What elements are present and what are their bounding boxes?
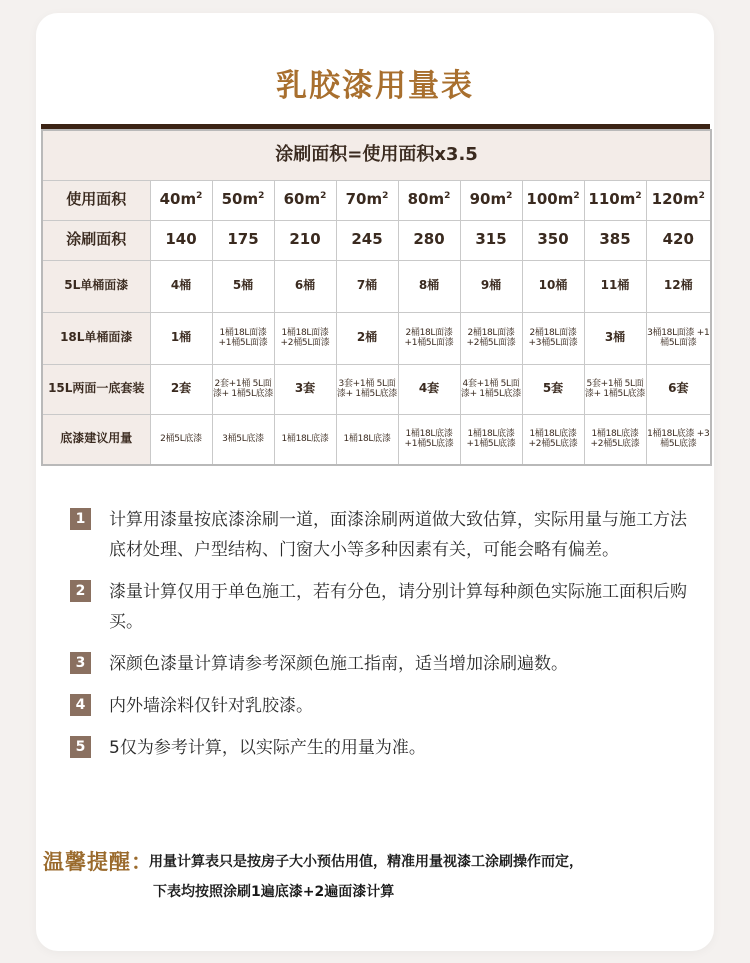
cell-set15l: [646, 364, 711, 414]
cell-area: [460, 180, 522, 220]
area-unit-sup: 2: [382, 191, 389, 202]
row-primer: [42, 414, 711, 465]
cell-primer: [646, 414, 711, 465]
area-unit-sup: 2: [506, 191, 513, 202]
cell-area: [646, 180, 711, 220]
cell-primer: [212, 414, 274, 465]
cell-single5l: [460, 260, 522, 312]
row-label-single18l: 18L单桶面漆: [42, 312, 150, 364]
cell-brush: [212, 220, 274, 260]
cell-text: 2套+1桶 5L面漆+ 1桶5L底漆: [212, 378, 274, 399]
cell-brush: [460, 220, 522, 260]
note-item: [70, 505, 710, 565]
note-text: 计算用漆量按底漆涂刷一道，面漆涂刷两道做大致估算，实际用量与施工方法底材处理、户型结构、门窗大小等多种因素有关，可能会略有偏差。: [109, 510, 687, 560]
cell-single5l: [398, 260, 460, 312]
row-label-primer: 底漆建议用量: [42, 414, 150, 465]
area-unit-sup: 2: [635, 191, 642, 202]
cell-text: 11桶: [600, 278, 630, 293]
cell-text: 1桶18L面漆 +2桶5L面漆: [280, 327, 330, 348]
cell-text: 350: [537, 230, 569, 249]
cell-text: 2桶5L底漆: [160, 434, 202, 445]
cell-text: 2桶: [356, 330, 378, 345]
cell-set15l: [584, 364, 646, 414]
row-label-area: 使用面积: [42, 180, 150, 220]
cell-text: 420: [662, 230, 694, 249]
cell-area: [584, 180, 646, 220]
cell-single18l: [522, 312, 584, 364]
cell-text: 5套: [542, 381, 564, 396]
cell-set15l: [274, 364, 336, 414]
area-unit-sup: 2: [258, 191, 265, 202]
cell-text: 3桶18L面漆 +1桶5L面漆: [647, 327, 710, 348]
cell-area: [522, 180, 584, 220]
note-text: 内外墙涂料仅针对乳胶漆。: [109, 696, 313, 716]
cell-single5l: [646, 260, 711, 312]
notes-list: [70, 505, 710, 775]
cell-primer: [460, 414, 522, 465]
area-value: 110m: [588, 190, 636, 209]
cell-single18l: [398, 312, 460, 364]
cell-primer: [584, 414, 646, 465]
note-number: 5: [70, 736, 91, 758]
area-value: 50m: [221, 190, 259, 209]
area-value: 120m: [651, 190, 699, 209]
cell-brush: [398, 220, 460, 260]
note-number: 4: [70, 694, 91, 716]
page-title: 乳胶漆用量表: [276, 68, 474, 104]
note-text: 漆量计算仅用于单色施工，若有分色，请分别计算每种颜色实际施工面积后购买。: [109, 582, 687, 632]
usage-table: [41, 129, 712, 466]
cell-text: 3桶: [604, 330, 626, 345]
area-value: 80m: [407, 190, 445, 209]
cell-text: 1桶18L底漆 +1桶5L底漆: [404, 428, 454, 450]
area-unit-sup: 2: [196, 191, 203, 202]
cell-brush: [150, 220, 212, 260]
cell-single5l: [274, 260, 336, 312]
cell-brush: [274, 220, 336, 260]
note-text: 5仅为参考计算，以实际产生的用量为准。: [109, 738, 426, 758]
cell-single5l: [212, 260, 274, 312]
area-unit-sup: 2: [444, 191, 451, 202]
cell-set15l: [336, 364, 398, 414]
cell-brush: [522, 220, 584, 260]
cell-text: 10桶: [538, 278, 568, 293]
row-label-single5l: 5L单桶面漆: [42, 260, 150, 312]
cell-area: [212, 180, 274, 220]
cell-set15l: [212, 364, 274, 414]
cell-text: 12桶: [663, 278, 693, 293]
cell-single18l: [150, 312, 212, 364]
area-unit-sup: 2: [573, 191, 580, 202]
cell-text: 6套: [668, 381, 689, 396]
cell-area: [274, 180, 336, 220]
cell-single5l: [584, 260, 646, 312]
cell-text: 315: [475, 230, 507, 249]
cell-area: [398, 180, 460, 220]
cell-text: 1桶18L底漆: [343, 434, 391, 445]
cell-set15l: [150, 364, 212, 414]
cell-text: 6桶: [294, 278, 316, 293]
cell-set15l: [522, 364, 584, 414]
cell-text: 385: [599, 230, 631, 249]
cell-text: 3套+1桶 5L面漆+ 1桶5L底漆: [336, 378, 398, 399]
row-area: [42, 180, 711, 220]
cell-set15l: [398, 364, 460, 414]
row-label-set15l: 15L两面一底套装: [42, 364, 150, 414]
cell-text: 2桶18L面漆 +1桶5L面漆: [404, 327, 454, 348]
cell-text: 245: [351, 230, 383, 249]
cell-single18l: [212, 312, 274, 364]
cell-text: 3套: [294, 381, 316, 396]
cell-primer: [522, 414, 584, 465]
cell-text: 1桶18L底漆: [281, 434, 329, 445]
area-value: 90m: [469, 190, 507, 209]
cell-text: 1桶: [170, 330, 192, 345]
cell-text: 1桶18L底漆 +2桶5L底漆: [590, 428, 640, 450]
area-value: 60m: [283, 190, 321, 209]
cell-single18l: [646, 312, 711, 364]
cell-text: 1桶18L面漆 +1桶5L面漆: [218, 327, 268, 348]
cell-text: 5套+1桶 5L面漆+ 1桶5L底漆: [584, 378, 646, 399]
cell-primer: [150, 414, 212, 465]
row-brush: [42, 220, 711, 260]
cell-text: 9桶: [480, 278, 502, 293]
row-18l: [42, 312, 711, 364]
cell-text: 1桶18L底漆 +1桶5L底漆: [466, 428, 516, 450]
note-number: 1: [70, 508, 91, 530]
cell-text: 1桶18L底漆 +2桶5L底漆: [528, 428, 578, 450]
cell-set15l: [460, 364, 522, 414]
area-unit-sup: 2: [320, 191, 327, 202]
cell-single18l: [584, 312, 646, 364]
cell-single18l: [274, 312, 336, 364]
cell-brush: [336, 220, 398, 260]
note-item: [70, 577, 710, 637]
cell-text: 7桶: [356, 278, 378, 293]
cell-single5l: [522, 260, 584, 312]
area-value: 70m: [345, 190, 383, 209]
tip-label: 温馨提醒：: [43, 850, 153, 874]
cell-single18l: [460, 312, 522, 364]
area-unit-sup: 2: [698, 191, 705, 202]
cell-brush: [646, 220, 711, 260]
cell-text: 5桶: [232, 278, 254, 293]
cell-text: 4套+1桶 5L面漆+ 1桶5L底漆: [460, 378, 522, 399]
cell-area: [150, 180, 212, 220]
cell-primer: [336, 414, 398, 465]
cell-text: 4套: [418, 381, 440, 396]
cell-area: [336, 180, 398, 220]
cell-brush: [584, 220, 646, 260]
tip-line-1: 用量计算表只是按房子大小预估用值，精准用量视漆工涂刷操作而定，: [149, 854, 583, 870]
row-5l: [42, 260, 711, 312]
cell-text: 280: [413, 230, 445, 249]
cell-single5l: [150, 260, 212, 312]
cell-text: 2套: [170, 381, 192, 396]
cell-primer: [274, 414, 336, 465]
cell-single18l: [336, 312, 398, 364]
cell-text: 175: [227, 230, 259, 249]
cell-single5l: [336, 260, 398, 312]
cell-text: 2桶18L面漆 +3桶5L面漆: [528, 327, 578, 348]
note-item: [70, 649, 710, 679]
cell-text: 2桶18L面漆 +2桶5L面漆: [466, 327, 516, 348]
row-label-brush: 涂刷面积: [42, 220, 150, 260]
cell-primer: [398, 414, 460, 465]
cell-text: 1桶18L底漆 +3桶5L底漆: [647, 428, 710, 450]
cell-text: 4桶: [170, 278, 192, 293]
note-item: [70, 733, 710, 763]
cell-text: 210: [289, 230, 321, 249]
formula-cell: 涂刷面积=使用面积x3.5: [42, 130, 711, 180]
note-number: 3: [70, 652, 91, 674]
row-15l: [42, 364, 711, 414]
note-item: [70, 691, 710, 721]
usage-table-wrap: [41, 129, 710, 466]
cell-text: 3桶5L底漆: [222, 434, 264, 445]
cell-text: 8桶: [418, 278, 440, 293]
area-value: 100m: [526, 190, 574, 209]
note-text: 深颜色漆量计算请参考深颜色施工指南，适当增加涂刷遍数。: [109, 654, 568, 674]
tip-line-2: 下表均按照涂刷1遍底漆+2遍面漆计算: [153, 884, 395, 900]
note-number: 2: [70, 580, 91, 602]
area-value: 40m: [159, 190, 197, 209]
cell-text: 140: [165, 230, 197, 249]
